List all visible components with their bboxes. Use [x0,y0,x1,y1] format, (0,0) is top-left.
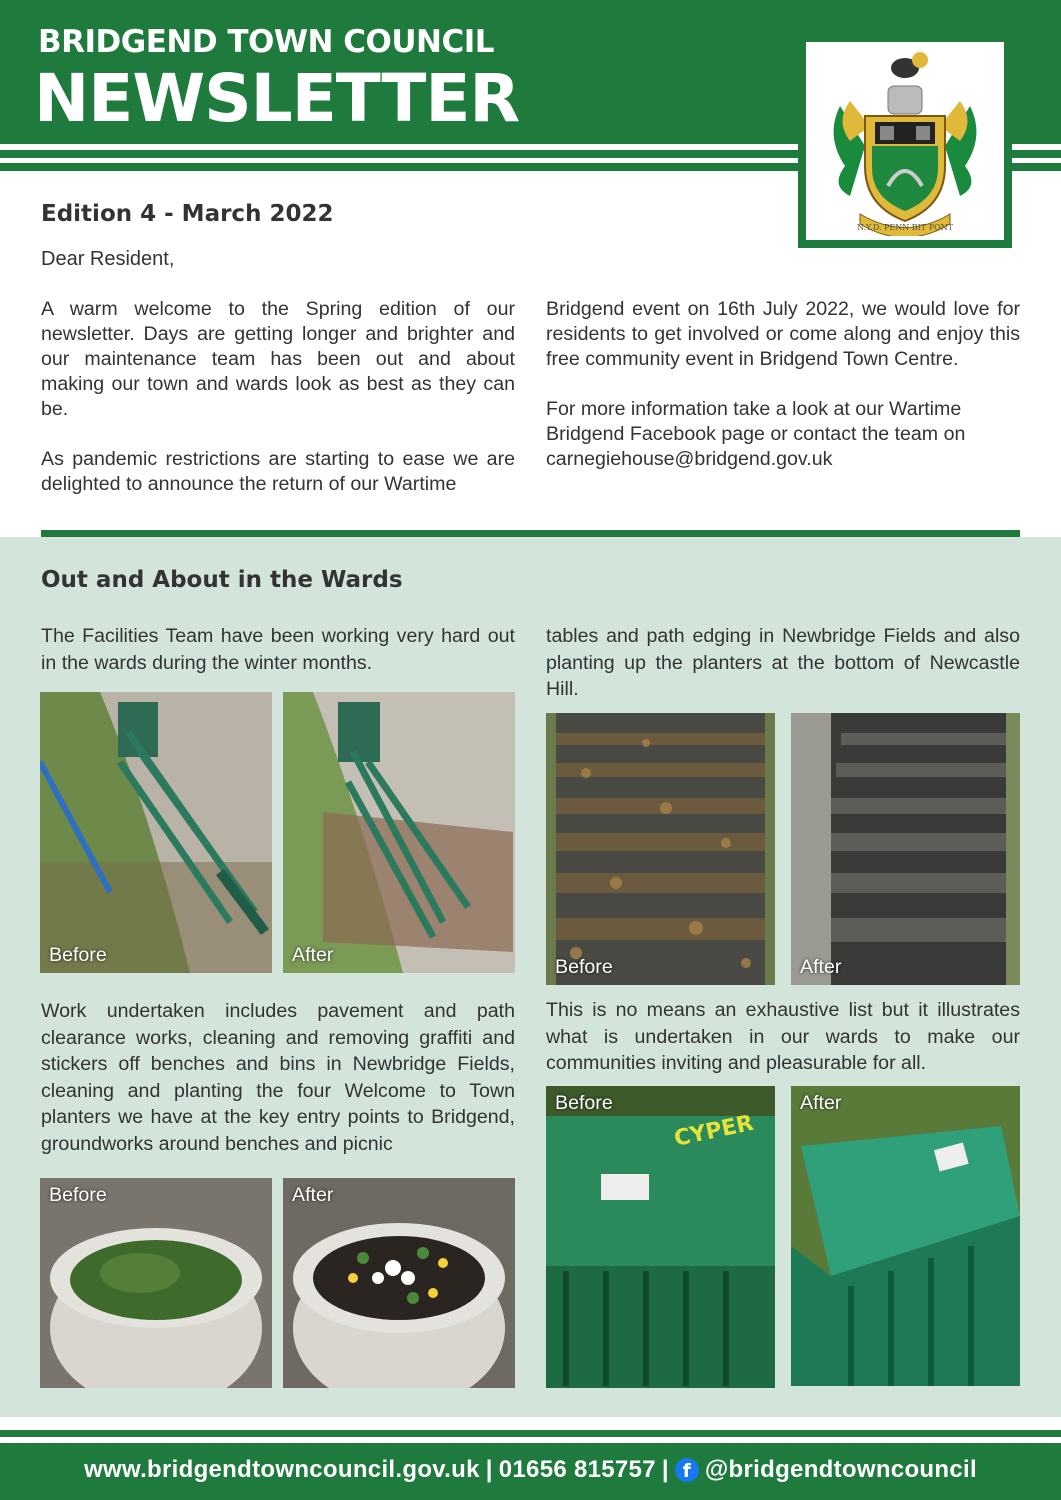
intro-paragraph: As pandemic restrictions are starting to ease we are delighted to announce the return of our Wartime [41,448,515,495]
wards-paragraph: Work undertaken includes pavement and path clearance works, cleaning and removing graffiti and stickers off benches and bins in Newbridge Fields, cleaning and planting the four Welcome to Town planters we have at the key entry points to Bridgend, groundworks around benches and picnic [41,1000,515,1155]
before-label: Before [555,1092,613,1114]
before-label: Before [49,944,107,966]
footer-contact [0,1456,1061,1484]
crest-motto: N.Y.D. PENN BIT PONT [857,223,953,232]
intro-paragraph: Bridgend event on 16th July 2022, we would love for residents to get involved or come along and enjoy this free community event in Bridgend Town Centre. [546,298,1020,370]
after-label: After [292,1184,334,1206]
intro-column-right [546,297,1020,497]
bench-after-photo [283,692,515,973]
planter-after-photo [283,1178,515,1388]
newsletter-title: NEWSLETTER [34,60,520,137]
intro-column-left [41,297,515,522]
bench-before-photo [40,692,272,973]
before-label: Before [49,1184,107,1206]
section-title: Out and About in the Wards [41,567,403,593]
website-link[interactable]: www.bridgendtowncouncil.gov.uk [84,1456,480,1483]
footer-stripe [0,1430,1061,1437]
intro-paragraph: For more information take a look at our Wartime Bridgend Facebook page or contact the team on carnegiehouse@bridgend.gov.uk [546,398,966,470]
wards-paragraph: The Facilities Team have been working very hard out in the wards during the winter months. [41,625,515,674]
footer-separator: | [661,1456,669,1483]
steps-after-photo [791,713,1020,985]
facebook-icon: f [675,1458,699,1482]
wards-paragraph: This is no means an exhaustive list but it illustrates what is undertaken in our wards to make our communities inviting and pleasurable for all. [546,999,1020,1074]
intro-paragraph: A warm welcome to the Spring edition of our newsletter. Days are getting longer and brighter and our maintenance team has been out and about making our town and wards look as best as they can be. [41,298,515,420]
before-label: Before [555,956,613,978]
section-divider [41,530,1020,537]
org-name: BRIDGEND TOWN COUNCIL [38,24,495,60]
steps-before-photo [546,713,775,985]
after-label: After [800,1092,842,1114]
after-label: After [292,944,334,966]
graffiti-text: CYPER [672,1110,756,1152]
wards-paragraph: tables and path edging in Newbridge Fields and also planting up the planters at the bottom of Newcastle Hill. [546,625,1020,700]
planter-before-photo [40,1178,272,1388]
phone-number: 01656 815757 [498,1456,656,1483]
bin-before-photo [546,1086,775,1388]
crest-icon [820,46,990,236]
council-crest [798,34,1012,248]
footer-separator: | [485,1456,493,1483]
greeting: Dear Resident, [41,248,175,270]
social-handle[interactable]: @bridgendtowncouncil [704,1456,977,1483]
bin-after-photo [791,1086,1020,1386]
after-label: After [800,956,842,978]
edition-heading: Edition 4 - March 2022 [41,201,334,227]
